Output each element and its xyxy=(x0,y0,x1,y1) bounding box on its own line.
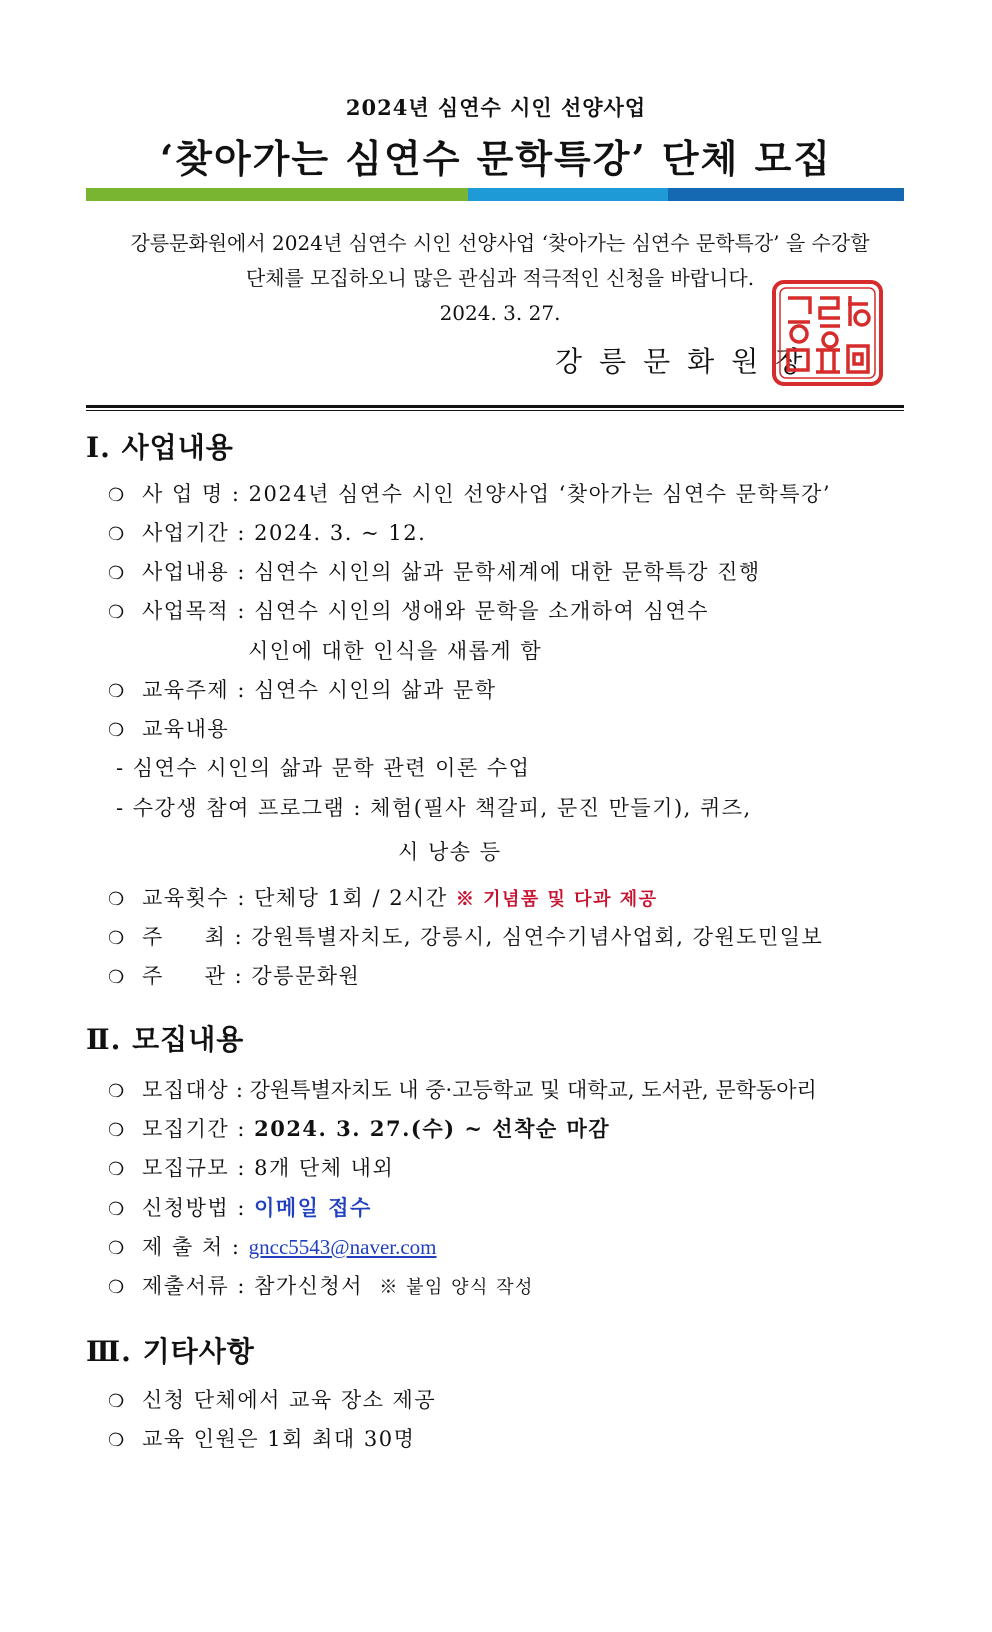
header-divider-thick xyxy=(86,405,904,408)
organization-signature: 강릉문화원장 xyxy=(555,345,820,378)
sub-list-item-continuation: 시 낭송 등 xyxy=(398,840,502,864)
bullet-circle-icon: ❍ xyxy=(108,1081,125,1102)
bullet-circle-icon: ❍ xyxy=(108,485,126,506)
list-item xyxy=(108,1423,415,1453)
email-link[interactable]: gncc5543@naver.com xyxy=(248,1235,437,1259)
document-title: ‘찾아가는 심연수 문학특강’ 단체 모집 xyxy=(160,136,832,181)
list-item xyxy=(108,1384,436,1414)
item-label: 교육횟수 xyxy=(142,886,230,910)
item-label: 교육내용 xyxy=(142,717,230,741)
bullet-circle-icon: ❍ xyxy=(108,1277,126,1298)
list-item: ❍ 모집대상 : 강원특별자치도 내 중·고등학교 및 대학교, 도서관, 문학동아리 xyxy=(108,1078,817,1102)
list-item: ❍ 제 출 처 : gncc5543@naver.com xyxy=(108,1235,437,1259)
item-label: 모집대상 xyxy=(142,1078,230,1102)
list-item: ❍ 모집기간 : 2024. 3. 27.(수) ~ 선착순 마감 xyxy=(108,1116,611,1141)
bullet-circle-icon: ❍ xyxy=(108,967,126,988)
list-item xyxy=(108,713,229,743)
bullet-circle-icon: ❍ xyxy=(108,1391,126,1412)
item-value: 8개 단체 내외 xyxy=(254,1156,395,1180)
item-label: 주 관 xyxy=(142,964,227,988)
list-item: ❍ 교육횟수 : 단체당 1회 / 2시간 ※ 기념품 및 다과 제공 xyxy=(108,886,658,910)
list-item: ❍ 사업기간 : 2024. 3. ~ 12. xyxy=(108,521,427,545)
list-item: ❍ 교육주제 : 심연수 시인의 삶과 문학 xyxy=(108,678,497,702)
title-bar-lightblue xyxy=(468,188,668,201)
item-value: 신청 단체에서 교육 장소 제공 xyxy=(142,1388,437,1412)
list-item: ❍ 주 최 : 강원특별자치도, 강릉시, 심연수기념사업회, 강원도민일보 xyxy=(108,925,824,949)
item-value: 강원특별자치도 내 중·고등학교 및 대학교, 도서관, 문학동아리 xyxy=(249,1078,817,1102)
section-1-heading: Ⅰ. 사업내용 xyxy=(86,431,234,464)
title-bar-green xyxy=(86,188,468,201)
bullet-circle-icon: ❍ xyxy=(108,1199,126,1220)
item-value-continuation: 시인에 대한 인식을 새롭게 함 xyxy=(248,639,543,663)
section-2-heading: Ⅱ. 모집내용 xyxy=(86,1023,245,1056)
item-value: 심연수 시인의 삶과 문학세계에 대한 문학특강 진행 xyxy=(254,560,761,584)
item-value: 심연수 시인의 삶과 문학 xyxy=(254,678,497,702)
bullet-circle-icon: ❍ xyxy=(108,928,126,949)
list-item: ❍ 사 업 명 : 2024년 심연수 시인 선양사업 ‘찾아가는 심연수 문학특강’ xyxy=(108,482,832,506)
sub-list-item: - 심연수 시인의 삶과 문학 관련 이론 수업 xyxy=(116,756,531,780)
list-item: ❍ 주 관 : 강릉문화원 xyxy=(108,964,361,988)
item-label: 사 업 명 xyxy=(142,482,224,506)
list-item: ❍ 제출서류 : 참가신청서 ※ 붙임 양식 작성 xyxy=(108,1274,534,1298)
item-label: 사업기간 xyxy=(142,521,230,545)
bullet-circle-icon: ❍ xyxy=(108,1159,126,1180)
item-value: 이메일 접수 xyxy=(254,1195,372,1220)
bullet-circle-icon: ❍ xyxy=(108,1238,126,1259)
item-value: 강릉문화원 xyxy=(251,964,361,988)
item-value: 강원특별자치도, 강릉시, 심연수기념사업회, 강원도민일보 xyxy=(251,925,824,949)
item-value: 2024. 3. 27.(수) ~ 선착순 마감 xyxy=(254,1116,611,1141)
document-subtitle: 2024년 심연수 시인 선양사업 xyxy=(345,95,647,120)
intro-date: 2024. 3. 27. xyxy=(439,301,561,325)
item-label: 사업목적 xyxy=(142,599,230,623)
title-bar-darkblue xyxy=(668,188,904,201)
bullet-circle-icon: ❍ xyxy=(108,1120,126,1141)
bullet-circle-icon: ❍ xyxy=(108,681,126,702)
item-value: 단체당 1회 / 2시간 xyxy=(254,886,448,910)
item-value: 2024년 심연수 시인 선양사업 ‘찾아가는 심연수 문학특강’ xyxy=(248,482,832,506)
item-label: 신청방법 xyxy=(142,1196,230,1220)
list-item: ❍ 사업내용 : 심연수 시인의 삶과 문학세계에 대한 문학특강 진행 xyxy=(108,560,761,584)
bullet-circle-icon: ❍ xyxy=(108,602,126,623)
item-label: 교육주제 xyxy=(142,678,230,702)
list-item: ❍ 모집규모 : 8개 단체 내외 xyxy=(108,1156,395,1180)
item-value: 심연수 시인의 생애와 문학을 소개하여 심연수 xyxy=(254,599,709,623)
list-item: ❍ 사업목적 : 심연수 시인의 생애와 문학을 소개하여 심연수 xyxy=(108,599,709,623)
bullet-circle-icon: ❍ xyxy=(108,720,126,741)
attachment-note: ※ 붙임 양식 작성 xyxy=(379,1277,534,1298)
item-label: 모집기간 xyxy=(142,1117,230,1141)
item-label: 모집규모 xyxy=(142,1156,230,1180)
intro-line-2: 단체를 모집하오니 많은 관심과 적극적인 신청을 바랍니다. xyxy=(245,266,755,290)
item-value: 교육 인원은 1회 최대 30명 xyxy=(142,1427,416,1451)
item-value: 2024. 3. ~ 12. xyxy=(254,521,427,545)
bullet-circle-icon: ❍ xyxy=(108,563,126,584)
intro-line-1: 강릉문화원에서 2024년 심연수 시인 선양사업 ‘찾아가는 심연수 문학특강’ 을 수강할 xyxy=(130,231,870,255)
official-seal-icon xyxy=(770,278,885,388)
section-3-heading: Ⅲ. 기타사항 xyxy=(86,1335,255,1368)
item-label: 제 출 처 xyxy=(142,1235,224,1259)
list-item: ❍ 신청방법 : 이메일 접수 xyxy=(108,1195,372,1220)
header-divider-thin xyxy=(86,410,904,411)
item-label: 사업내용 xyxy=(142,560,230,584)
item-label: 제출서류 xyxy=(142,1274,230,1298)
bullet-circle-icon: ❍ xyxy=(108,889,126,910)
item-value: 참가신청서 xyxy=(254,1274,364,1298)
sub-list-item: - 수강생 참여 프로그램 : 체험(필사 책갈피, 문진 만들기), 퀴즈, xyxy=(116,796,752,820)
bullet-circle-icon: ❍ xyxy=(108,1430,126,1451)
bullet-circle-icon: ❍ xyxy=(108,524,126,545)
souvenir-note: ※ 기념품 및 다과 제공 xyxy=(455,889,658,910)
item-label: 주 최 xyxy=(142,925,227,949)
